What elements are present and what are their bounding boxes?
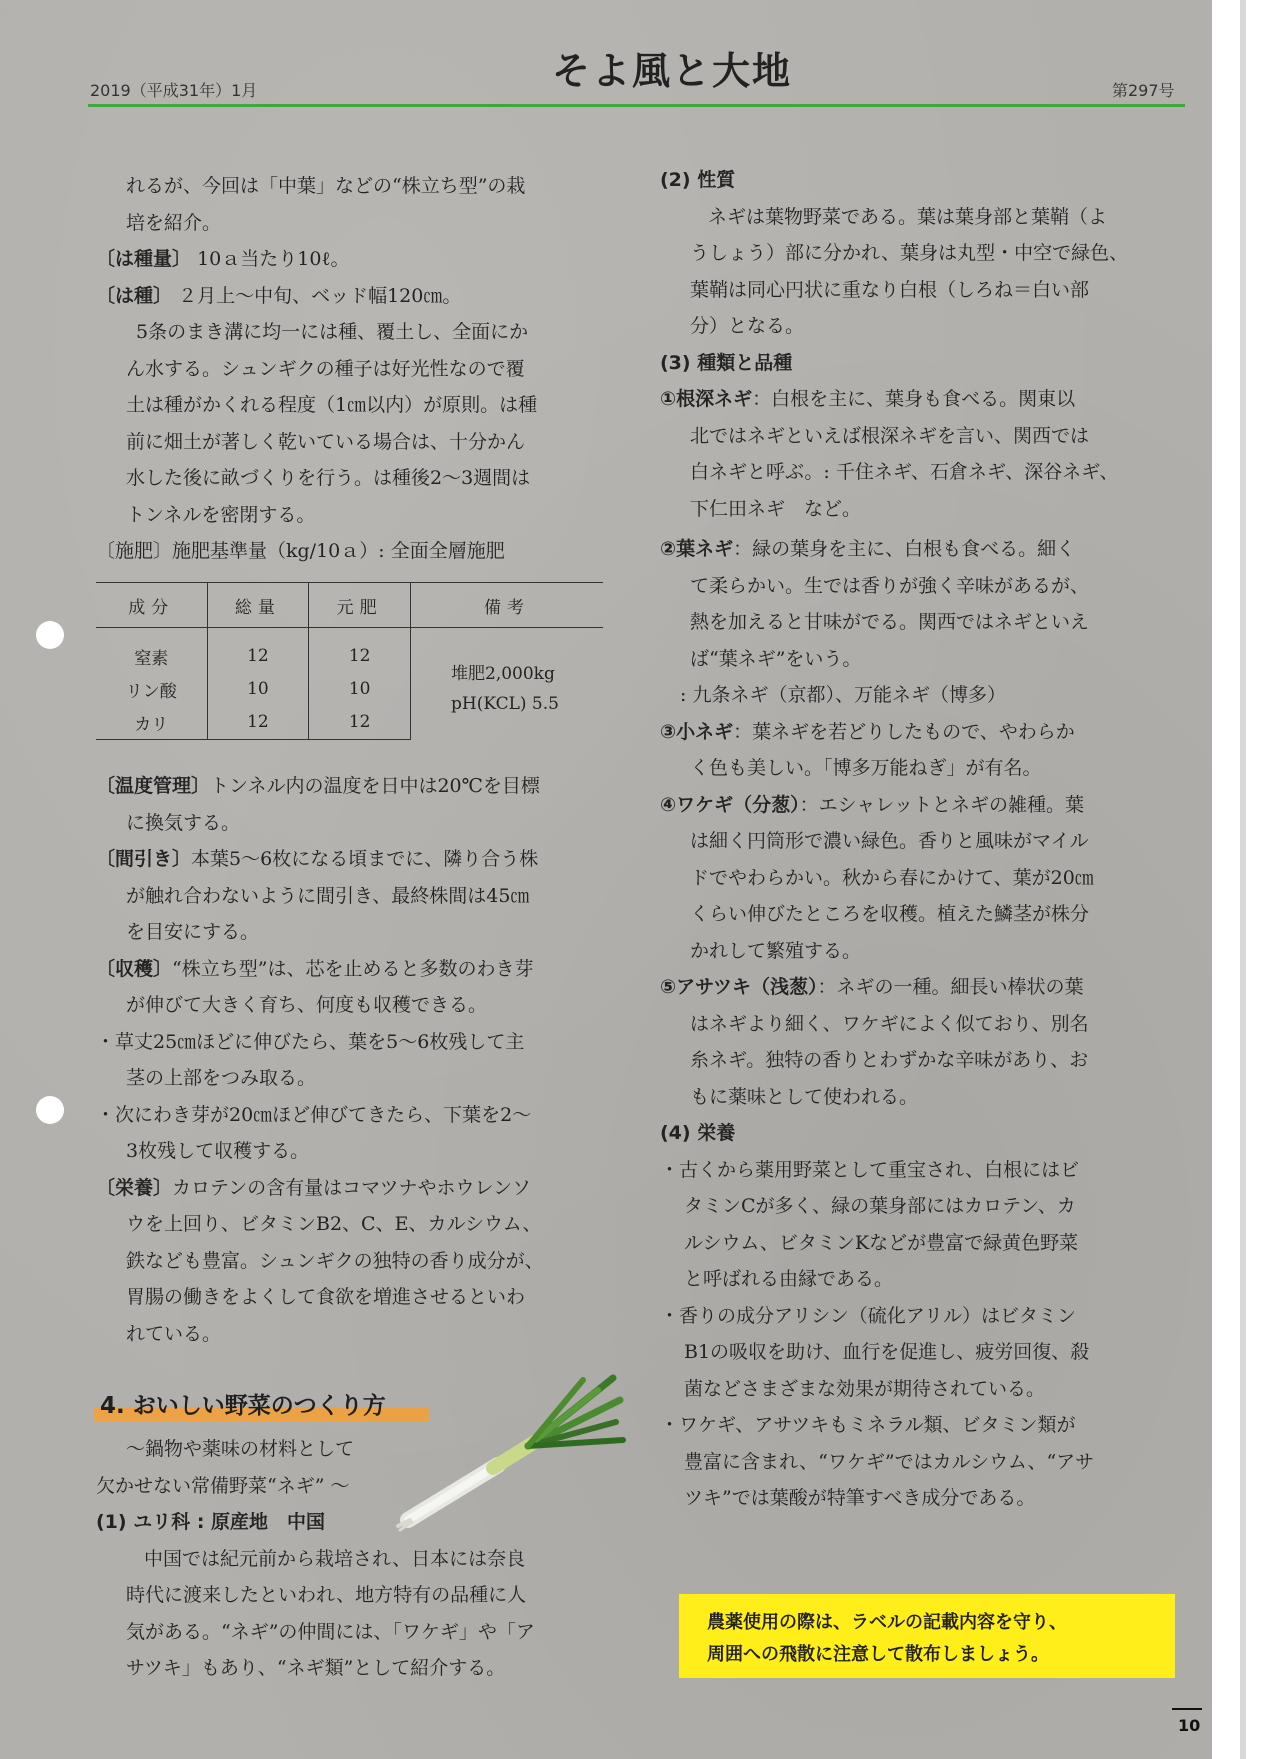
fertilizer-title: 〔施肥〕施肥基準量（kg/10ａ）: 全面全層施肥 [96, 540, 505, 562]
table-row [96, 640, 603, 673]
variety-line: く色も美しい。「博多万能ねぎ」が有名。 [690, 757, 1042, 779]
variety-line: もに薬味として使われる。 [690, 1085, 919, 1108]
base-amount: 12 [309, 706, 411, 740]
base-amount: 12 [309, 640, 411, 673]
origin-line: 中国では紀元前から栽培され、日本には奈良 [144, 1547, 526, 1570]
nutrition-text: カロテンの含有量はコマツナやホウレンソ [172, 1176, 532, 1199]
pesticide-notice [679, 1594, 1175, 1678]
section-subtitle: 欠かせない常備野菜“ネギ” ～ [96, 1474, 350, 1497]
left-column-lower [96, 768, 611, 1352]
variety-line: ば“葉ネギ”をいう。 [690, 647, 862, 670]
harvest-bullet: ・次にわき芽が20㎝ほど伸びてきたら、下葉を2～ [96, 1103, 532, 1126]
properties-line: 葉鞘は同心円状に重なり白根（しろね＝白い部 [690, 278, 1090, 301]
harvest-text: “株立ち型”は、芯を止めると多数のわき芽 [172, 957, 534, 980]
total-amount: 12 [207, 640, 309, 673]
nutrition-tag: 〔栄養〕 [96, 1176, 173, 1199]
variety-line: て柔らかい。生では香りが強く辛味があるが、 [690, 574, 1090, 597]
variety-line: 下仁田ネギ など。 [690, 497, 862, 520]
total-amount: 12 [207, 706, 309, 740]
sowing-body-line: ん水する。シュンギクの種子は好光性なので覆 [126, 357, 525, 380]
table-note [411, 640, 604, 740]
page-number-rule [1172, 1708, 1202, 1710]
thinning-text: 本葉5～6枚になる頃までに、隣り合う株 [191, 848, 539, 870]
sowing-body-line: 5条のまき溝に均一には種、覆土し、全面にか [136, 321, 529, 343]
origin-line: 時代に渡来したといわれ、地方特有の品種に人 [126, 1584, 527, 1606]
nutrition-line: 胃腸の働きをよくして食欲を増進させるといわ [126, 1286, 526, 1308]
harvest-bullet-cont: 茎の上部をつみ取る。 [126, 1067, 317, 1089]
variety-text: ：緑の葉身を主に、白根も食べる。細く [733, 538, 1076, 560]
variety-line: 糸ネギ。独特の香りとわずかな辛味があり、お [690, 1049, 1089, 1071]
variety-item [660, 381, 1180, 418]
harvest-line: が伸びて大きく育ち、何度も収穫できる。 [126, 994, 488, 1016]
nutrient-name: 窒素 [134, 648, 169, 669]
variety-label: ④ワケギ（分葱） [660, 793, 800, 816]
nutrition-bullet: ・ワケギ、アサツキもミネラル類、ビタミン類が [660, 1414, 1076, 1436]
variety-line: : 九条ネギ（京都）、万能ネギ（博多） [680, 684, 1006, 706]
total-amount: 10 [207, 673, 309, 706]
nutrition-bullet-line: B1の吸収を助け、血行を促進し、疲労回復、殺 [684, 1341, 1090, 1363]
intro-line: 培を紹介。 [126, 211, 222, 234]
notice-line: 周囲への飛散に注意して散布しましょう。 [707, 1644, 1049, 1665]
temperature [96, 768, 611, 805]
binder-hole-top [36, 621, 64, 649]
compost-note: 堆肥2,000kg [451, 664, 555, 685]
variety-line: は細く円筒形で濃い緑色。香りと風味がマイル [690, 830, 1089, 852]
nutrition-bullet: ・古くから薬用野菜として重宝され、白根にはビ [660, 1158, 1080, 1181]
nutrition-bullet-line: 菌などさまざまな効果が期待されている。 [684, 1377, 1046, 1400]
variety-text: ：ネギの一種。細長い棒状の葉 [817, 976, 1084, 998]
harvest-bullet: ・草丈25㎝ほどに伸びたら、葉を5～6枚残して主 [96, 1030, 525, 1053]
scan-edge [1240, 0, 1246, 1759]
newsletter-logo: そよ風と大地 [552, 49, 793, 93]
variety-line: ドでやわらかい。秋から春にかけて、葉が20㎝ [690, 866, 1094, 889]
temperature-tag: 〔温度管理〕 [96, 775, 211, 797]
harvest [96, 951, 611, 988]
table-header: 元肥 [309, 583, 411, 628]
nutrition [96, 1170, 611, 1207]
temperature-text: トンネル内の温度を日中は20℃を目標 [210, 775, 540, 797]
properties-line: 分）となる。 [690, 315, 805, 337]
issue-number: 第297号 [1112, 81, 1175, 100]
page-number: 10 [1178, 1716, 1201, 1735]
variety-item [660, 969, 1180, 1006]
scan-margin [1212, 0, 1280, 1759]
seed-amount-tag: 〔は種量〕 [96, 248, 192, 270]
variety-label: ①根深ネギ [660, 388, 753, 410]
variety-line: かれして繁殖する。 [690, 939, 862, 962]
variety-item [660, 531, 1180, 568]
harvest-bullet-cont: 3枚残して収穫する。 [126, 1140, 310, 1162]
section-4-body [96, 1431, 611, 1687]
nutrition-line: 鉄なども豊富。シュンギクの独特の香り成分が、 [126, 1249, 544, 1272]
variety-label: ⑤アサツキ（浅葱） [660, 976, 818, 998]
thinning-line: が触れ合わないように間引き、最終株間は45㎝ [126, 884, 530, 907]
variety-line: 熱を加えると甘味がでる。関西ではネギといえ [690, 611, 1090, 633]
sowing [96, 278, 611, 315]
section-title: 4. おいしい野菜のつくり方 [100, 1393, 386, 1419]
sowing-body-line: 土は種がかくれる程度（1㎝以内）が原則。は種 [126, 394, 538, 416]
variety-label: ②葉ネギ [660, 538, 734, 560]
notice-line: 農薬使用の際は、ラベルの記載内容を守り、 [707, 1612, 1067, 1633]
sowing-tag: 〔は種〕 [96, 284, 173, 307]
sowing-body-line: 水した後に畝づくりを行う。は種後2～3週間は [126, 467, 531, 489]
seed-amount [96, 241, 611, 278]
origin-line: サツキ」もあり、“ネギ類”として紹介する。 [126, 1657, 506, 1679]
nutrition-heading: (4) 栄養 [660, 1122, 736, 1144]
properties-line: ネギは葉物野菜である。葉は葉身部と葉鞘（よ [708, 205, 1108, 228]
properties-line: うしょう）部に分かれ、葉身は丸型・中空で緑色、 [690, 242, 1129, 264]
table-header: 成分 [96, 583, 207, 628]
seed-amount-text: 10ａ当たり10ℓ。 [197, 248, 350, 270]
fertilizer-table [96, 582, 603, 740]
variety-label: ③小ネギ [660, 720, 734, 743]
nutrition-bullet-line: ツキ”では葉酸が特筆すべき成分である。 [684, 1487, 1036, 1509]
nutrition-line: ウを上回り、ビタミンB2、C、E、カルシウム、 [126, 1213, 542, 1235]
ph-note: pH(KCL) 5.5 [451, 694, 559, 715]
sowing-body-line: トンネルを密閉する。 [126, 503, 316, 526]
variety-line: 白ネギと呼ぶ。: 千住ネギ、石倉ネギ、深谷ネギ、 [690, 461, 1119, 483]
harvest-tag: 〔収穫〕 [96, 957, 173, 980]
varieties-heading: (3) 種類と品種 [660, 351, 793, 374]
nutrient-name: リン酸 [125, 681, 177, 702]
nutrition-line: れている。 [126, 1322, 222, 1345]
sowing-text: ２月上～中旬、ベッド幅120㎝。 [178, 284, 462, 307]
table-header: 総量 [207, 583, 309, 628]
issue-date: 2019（平成31年）1月 [90, 81, 258, 100]
variety-line: 北ではネギといえば根深ネギを言い、関西では [690, 424, 1090, 447]
variety-item [660, 714, 1180, 751]
variety-item [660, 787, 1180, 824]
nutrition-bullet: ・香りの成分アリシン（硫化アリル）はビタミン [660, 1304, 1077, 1327]
nutrition-bullet-line: 豊富に含まれ、“ワケギ”ではカルシウム、“アサ [684, 1450, 1095, 1473]
thinning-line: を目安にする。 [126, 921, 260, 943]
variety-line: はネギより細く、ワケギによく似ており、別名 [690, 1012, 1089, 1035]
base-amount: 10 [309, 673, 411, 706]
table-header: 備考 [411, 583, 604, 628]
nutrition-bullet-line: タミンCが多く、緑の葉身部にはカロテン、カ [684, 1195, 1076, 1217]
section-4-heading [94, 1387, 429, 1421]
section-subtitle: ～鍋物や薬味の材料として [126, 1438, 355, 1460]
right-column [660, 162, 1180, 1517]
nutrition-bullet-line: と呼ばれる由縁である。 [684, 1268, 894, 1290]
variety-text: ：葉ネギを若どりしたもので、やわらか [733, 720, 1075, 743]
thinning-tag: 〔間引き〕 [96, 848, 192, 870]
nutrient-name: カリ [96, 706, 207, 740]
thinning [96, 841, 611, 878]
binder-hole-bottom [36, 1096, 64, 1124]
variety-line: くらい伸びたところを収穫。植えた鱗茎が株分 [690, 903, 1090, 925]
subsection-1-heading: (1) ユリ科 : 原産地 中国 [96, 1511, 326, 1533]
left-column-upper [96, 168, 611, 570]
origin-line: 気がある。“ネギ”の仲間には、「ワケギ」や「ア [126, 1620, 535, 1643]
sowing-body-line: 前に畑土が著しく乾いている場合は、十分かん [126, 430, 526, 453]
intro-line: れるが、今回は「中葉」などの“株立ち型”の栽 [126, 175, 526, 197]
properties-heading: (2) 性質 [660, 169, 736, 191]
variety-text: ：白根を主に、葉身も食べる。関東以 [752, 388, 1076, 410]
variety-text: ：エシャレットとネギの雑種。葉 [799, 793, 1085, 816]
temperature-line: に換気する。 [126, 811, 241, 834]
nutrition-bullet-line: ルシウム、ビタミンKなどが豊富で緑黄色野菜 [684, 1231, 1079, 1254]
header-rule [88, 104, 1185, 107]
